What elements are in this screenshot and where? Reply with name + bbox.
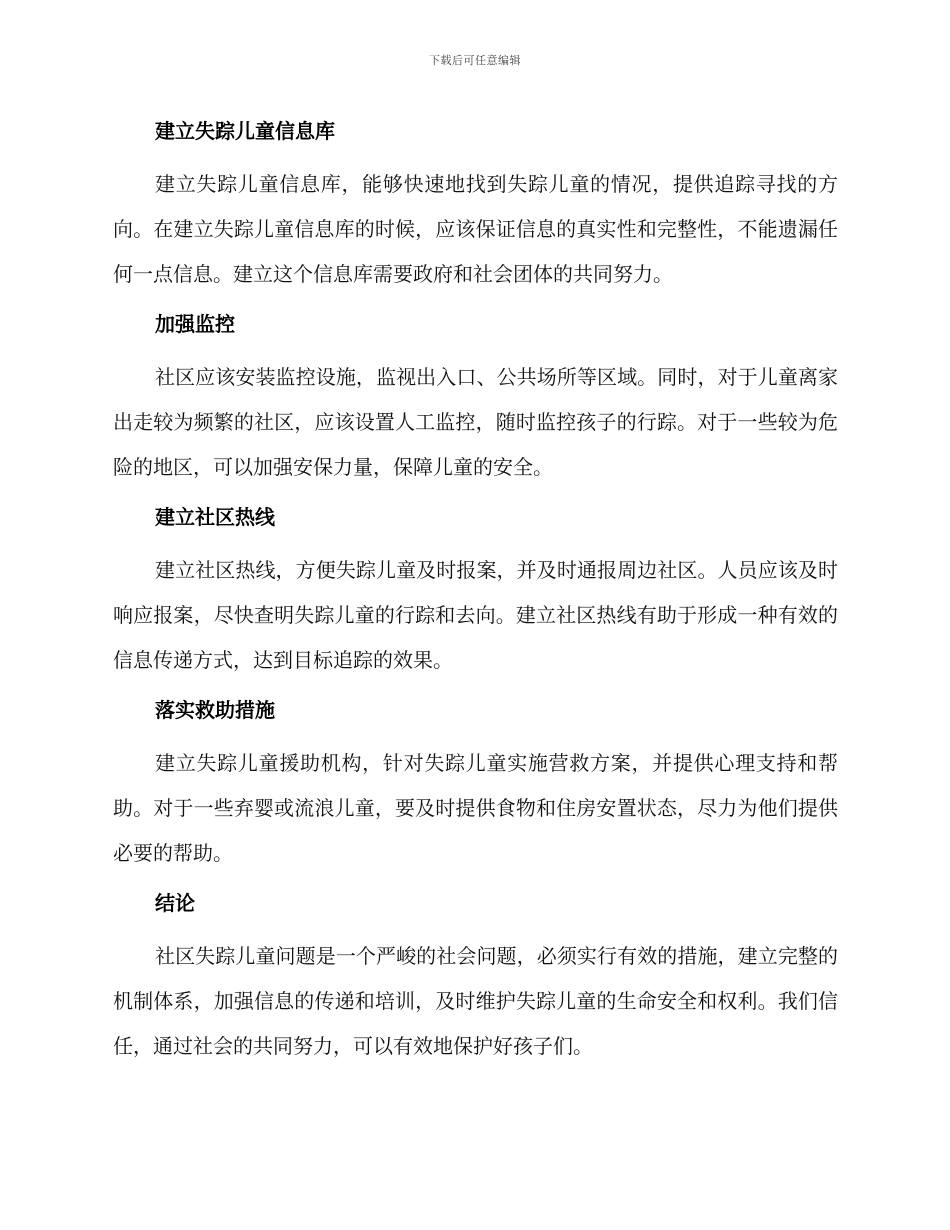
section-paragraph: 建立失踪儿童援助机构，针对失踪儿童实施营救方案，并提供心理支持和帮助。对于一些弃婴或流浪儿童，要及时提供食物和住房安置状态，尽力为他们提供必要的帮助。: [113, 751, 838, 865]
document-body: [113, 108, 838, 1073]
section-missing-children-database: [113, 108, 838, 297]
section-heading: 建立社区热线: [155, 505, 275, 529]
section-paragraph: 社区失踪儿童问题是一个严峻的社会问题，必须实行有效的措施，建立完整的机制体系，加强信息的传递和培训，及时维护失踪儿童的生命安全和权利。我们信任，通过社会的共同努力，可以有效地保护好孩子们。: [113, 944, 838, 1058]
page-header: 下载后可任意编辑: [429, 54, 521, 67]
section-paragraph: 建立社区热线，方便失踪儿童及时报案，并及时通报周边社区。人员应该及时响应报案，尽快查明失踪儿童的行踪和去向。建立社区热线有助于形成一种有效的信息传递方式，达到目标追踪的效果。: [113, 558, 838, 672]
section-rescue-measures: [113, 687, 838, 876]
section-heading: 落实救助措施: [155, 698, 275, 722]
section-heading: 建立失踪儿童信息库: [155, 119, 335, 143]
section-conclusion: [113, 880, 838, 1069]
section-heading: 结论: [155, 891, 195, 915]
section-heading: 加强监控: [155, 312, 235, 336]
section-paragraph: 建立失踪儿童信息库，能够快速地找到失踪儿童的情况，提供追踪寻找的方向。在建立失踪儿童信息库的时候，应该保证信息的真实性和完整性，不能遗漏任何一点信息。建立这个信息库需要政府和社会团体的共同努力。: [113, 172, 838, 286]
section-paragraph: 社区应该安装监控设施，监视出入口、公共场所等区域。同时，对于儿童离家出走较为频繁的社区，应该设置人工监控，随时监控孩子的行踪。对于一些较为危险的地区，可以加强安保力量，保障儿童的安全。: [113, 365, 838, 479]
section-strengthen-monitoring: [113, 301, 838, 490]
section-community-hotline: [113, 494, 838, 683]
